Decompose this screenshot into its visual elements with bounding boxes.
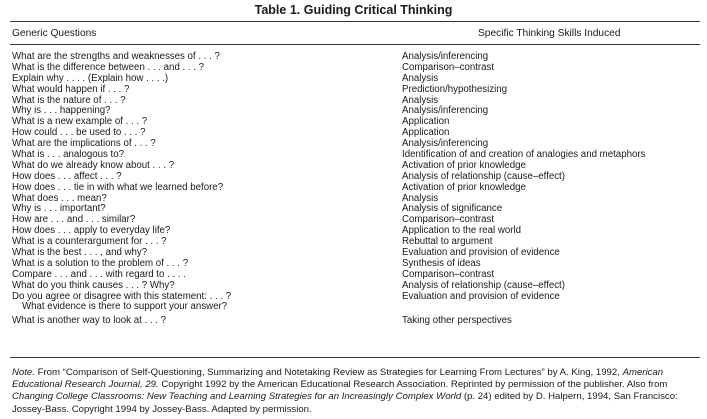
- note-journal: American Educational Research Journal, 29.: [12, 367, 664, 391]
- thinking-skill: Comparison–contrast: [402, 268, 495, 280]
- generic-question: What are the implications of . . . ?: [12, 138, 156, 150]
- generic-question: How does . . . tie in with what we learned before?: [12, 181, 224, 193]
- generic-question: How are . . . and . . . similar?: [12, 214, 136, 226]
- note-label: Note.: [12, 367, 35, 378]
- table-body: [0, 52, 707, 327]
- generic-question: Why is . . . important?: [12, 203, 106, 215]
- note-text-3: (p. 24) edited by D. Halpern, 1994, San Francisco: Jossey-Bass. Copyright 1994 by Jossey-Bass. Adapted by permission.: [12, 391, 678, 415]
- thinking-skill: Comparison–contrast: [402, 214, 495, 226]
- generic-question: Explain why . . . . (Explain how . . . .): [12, 72, 169, 84]
- generic-question: What is the difference between . . . and . . . ?: [12, 61, 205, 73]
- top-rule: [10, 21, 700, 22]
- table-row: [0, 85, 707, 96]
- generic-question: What is the nature of . . . ?: [12, 94, 126, 106]
- thinking-skill: Application: [402, 127, 450, 139]
- generic-question: How does . . . affect . . . ?: [12, 170, 122, 182]
- generic-question: Do you agree or disagree with this statement: . . . ?: [12, 290, 232, 302]
- thinking-skill: Activation of prior knowledge: [402, 181, 526, 193]
- generic-question: What is a new example of . . . ?: [12, 116, 148, 128]
- generic-question: What is another way to look at . . . ?: [12, 315, 166, 327]
- column-header-generic-questions: Generic Questions: [12, 28, 97, 39]
- thinking-skill: Synthesis of ideas: [402, 257, 481, 269]
- thinking-skill: Analysis/inferencing: [402, 138, 489, 150]
- generic-question: How does . . . apply to everyday life?: [12, 225, 171, 237]
- thinking-skill: Analysis: [402, 94, 439, 106]
- header-rule: [10, 44, 700, 45]
- table-row: [0, 183, 707, 194]
- generic-question: How could . . . be used to . . . ?: [12, 127, 146, 139]
- generic-question: What is a counterargument for . . . ?: [12, 236, 167, 248]
- generic-question: What does . . . mean?: [12, 192, 107, 204]
- table-row: [0, 281, 707, 292]
- thinking-skill: Application: [402, 116, 450, 128]
- column-header-thinking-skills: Specific Thinking Skills Induced: [478, 28, 621, 39]
- note-text-2: Copyright 1992 by the American Educational Research Association. Reprinted by permission of the publisher. Also from: [158, 379, 668, 391]
- thinking-skill: Analysis of relationship (cause–effect): [402, 170, 565, 182]
- thinking-skill: Analysis/inferencing: [402, 105, 489, 117]
- generic-question: Compare . . . and . . . with regard to . . . .: [12, 268, 186, 280]
- thinking-skill: Analysis of significance: [402, 203, 503, 215]
- thinking-skill: Evaluation and provision of evidence: [402, 247, 560, 259]
- table-row: [0, 194, 707, 205]
- table-note: [12, 367, 702, 416]
- thinking-skill: Identification of and creation of analogies and metaphors: [402, 149, 646, 161]
- generic-question: What do we already know about . . . ?: [12, 159, 175, 171]
- thinking-skill: Rebuttal to argument: [402, 236, 493, 248]
- table-title: Table 1. Guiding Critical Thinking: [254, 3, 453, 17]
- generic-question: Why is . . . happening?: [12, 105, 111, 117]
- table-row: [0, 302, 707, 313]
- thinking-skill: Application to the real world: [402, 225, 522, 237]
- generic-question: What are the strengths and weaknesses of . . . ?: [12, 51, 220, 62]
- generic-question: What would happen if . . . ?: [12, 83, 130, 95]
- thinking-skill: Comparison–contrast: [402, 61, 495, 73]
- thinking-skill: Analysis of relationship (cause–effect): [402, 279, 565, 291]
- note-text-1: From “Comparison of Self-Questioning, Summarizing and Notetaking Review as Strategies for Learning From Lectures” by A. King, 1992,: [34, 367, 623, 378]
- thinking-skill: Prediction/hypothesizing: [402, 83, 508, 95]
- generic-question: What is the best . . . , and why?: [12, 247, 148, 259]
- thinking-skill: Taking other perspectives: [402, 315, 512, 327]
- note-book-title: Changing College Classrooms: New Teaching and Learning Strategies for an Increasingly Complex World: [12, 391, 462, 403]
- thinking-skill: Analysis/inferencing: [402, 51, 489, 62]
- generic-question: What is a solution to the problem of . . . ?: [12, 257, 189, 269]
- thinking-skill: Analysis: [402, 72, 439, 84]
- thinking-skill: Evaluation and provision of evidence: [402, 290, 560, 302]
- generic-question: What is . . . analogous to?: [12, 149, 125, 161]
- generic-question: What do you think causes . . . ? Why?: [12, 279, 175, 291]
- thinking-skill: Analysis: [402, 192, 439, 204]
- thinking-skill: Activation of prior knowledge: [402, 159, 526, 171]
- table-row: [0, 316, 707, 327]
- generic-question: What evidence is there to support your answer?: [22, 301, 228, 313]
- bottom-rule: [10, 357, 700, 358]
